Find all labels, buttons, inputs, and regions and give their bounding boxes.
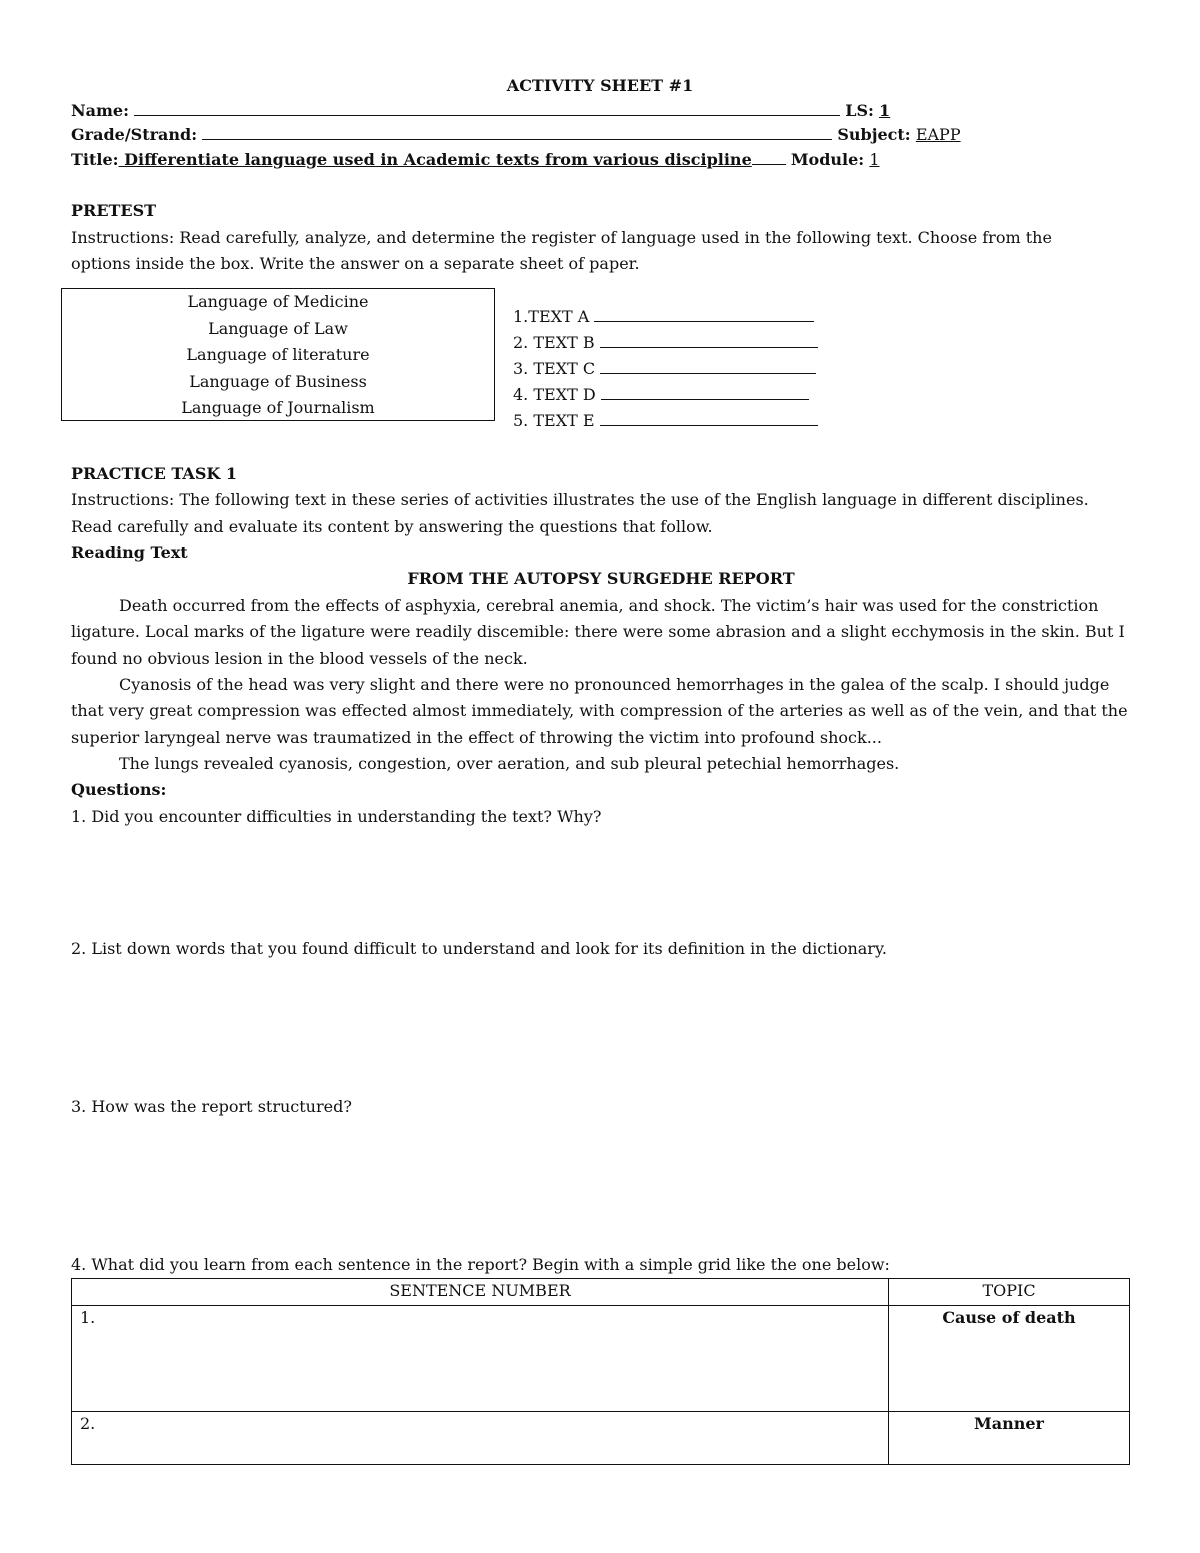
topic-1: Cause of death bbox=[942, 1308, 1076, 1327]
practice-heading: PRACTICE TASK 1 bbox=[71, 464, 237, 483]
reading-paragraph-2: Cyanosis of the head was very slight and there were no pronounced hemorrhages in the galea of the scalp. I should judge that very great compression was effected almost immediately, with compression of the arteries as well as of the vein, and that the superior laryngeal nerve was traumatized in the effect of throwing the victim into profound shock... bbox=[71, 675, 1128, 747]
module-label: Module: bbox=[790, 150, 865, 169]
grade-row bbox=[71, 125, 1131, 149]
grade-label: Grade/Strand: bbox=[71, 125, 198, 144]
answer-5-label: 5. TEXT E bbox=[513, 411, 595, 430]
ls-label: LS: bbox=[845, 101, 874, 120]
option-medicine: Language of Medicine bbox=[187, 292, 369, 311]
topic-2: Manner bbox=[974, 1414, 1044, 1433]
table-row bbox=[72, 1412, 1130, 1465]
question-3: 3. How was the report structured? bbox=[71, 1097, 352, 1116]
question-2: 2. List down words that you found difficult to understand and look for its definition in the dictionary. bbox=[71, 939, 887, 958]
answer-3 bbox=[513, 359, 816, 378]
answer-5-field[interactable] bbox=[600, 411, 818, 426]
sentence-number-2: 2. bbox=[80, 1414, 96, 1433]
answer-4 bbox=[513, 385, 809, 404]
sheet-title: ACTIVITY SHEET #1 bbox=[506, 76, 694, 95]
questions-label: Questions: bbox=[71, 780, 167, 799]
answer-2 bbox=[513, 333, 818, 352]
sentence-cell-2[interactable] bbox=[72, 1412, 889, 1465]
pretest-heading: PRETEST bbox=[71, 201, 157, 220]
subject-label: Subject: bbox=[837, 125, 911, 144]
topic-cell-1 bbox=[889, 1306, 1130, 1412]
ls-value: 1 bbox=[879, 101, 891, 120]
pretest-instructions-2: options inside the box. Write the answer on a separate sheet of paper. bbox=[71, 254, 640, 273]
subject-value: EAPP bbox=[915, 125, 961, 144]
name-row bbox=[71, 101, 1131, 125]
answer-1-field[interactable] bbox=[594, 307, 814, 322]
answer-4-field[interactable] bbox=[601, 385, 809, 400]
grid-header-row bbox=[72, 1279, 1130, 1306]
answer-3-label: 3. TEXT C bbox=[513, 359, 596, 378]
grade-field[interactable] bbox=[202, 139, 832, 140]
question-1: 1. Did you encounter difficulties in understanding the text? Why? bbox=[71, 807, 602, 826]
col-sentence-header: SENTENCE NUMBER bbox=[72, 1279, 889, 1306]
reading-title: FROM THE AUTOPSY SURGEDHE REPORT bbox=[407, 569, 795, 588]
option-literature: Language of literature bbox=[186, 345, 370, 364]
options-box bbox=[61, 288, 495, 421]
name-label: Name: bbox=[71, 101, 130, 120]
table-row bbox=[72, 1306, 1130, 1412]
pretest-instructions-1: Instructions: Read carefully, analyze, and determine the register of language used in the following text. Choose from the bbox=[71, 228, 1052, 247]
reading-paragraph-1: Death occurred from the effects of asphyxia, cerebral anemia, and shock. The victim’s hair was used for the constriction ligature. Local marks of the ligature were readily discemible: there were some abrasion and a slight ecchymosis in the skin. But I found no obvious lesion in the blood vessels of the neck. bbox=[71, 596, 1125, 668]
title-label: Title: bbox=[71, 150, 119, 169]
answer-1-label: 1.TEXT A bbox=[513, 307, 590, 326]
title-row bbox=[71, 150, 1131, 174]
module-value: 1 bbox=[869, 150, 880, 169]
option-business: Language of Business bbox=[189, 371, 367, 391]
sentence-topic-grid bbox=[71, 1278, 1130, 1465]
question-4: 4. What did you learn from each sentence in the report? Begin with a simple grid like the one below: bbox=[71, 1255, 890, 1274]
practice-instructions-1: Instructions: The following text in these series of activities illustrates the use of the English language in different disciplines. bbox=[71, 490, 1089, 509]
answer-1 bbox=[513, 307, 814, 326]
answer-5 bbox=[513, 411, 818, 430]
answer-4-label: 4. TEXT D bbox=[513, 385, 596, 404]
reading-paragraph-3: The lungs revealed cyanosis, congestion, over aeration, and sub pleural petechial hemorrhages. bbox=[119, 754, 900, 773]
answer-2-field[interactable] bbox=[600, 333, 818, 348]
sentence-cell-1[interactable] bbox=[72, 1306, 889, 1412]
option-journalism: Language of Journalism bbox=[181, 398, 375, 417]
title-value: Differentiate language used in Academic texts from various discipline bbox=[118, 150, 752, 169]
title-fill bbox=[752, 164, 786, 165]
answer-2-label: 2. TEXT B bbox=[513, 333, 595, 352]
practice-instructions-2: Read carefully and evaluate its content by answering the questions that follow. bbox=[71, 517, 713, 536]
name-field[interactable] bbox=[134, 115, 840, 116]
col-topic-header: TOPIC bbox=[889, 1279, 1130, 1306]
reading-text-label: Reading Text bbox=[71, 543, 188, 562]
option-law: Language of Law bbox=[208, 318, 348, 338]
sentence-number-1: 1. bbox=[80, 1308, 96, 1327]
answer-3-field[interactable] bbox=[600, 359, 816, 374]
topic-cell-2 bbox=[889, 1412, 1130, 1465]
